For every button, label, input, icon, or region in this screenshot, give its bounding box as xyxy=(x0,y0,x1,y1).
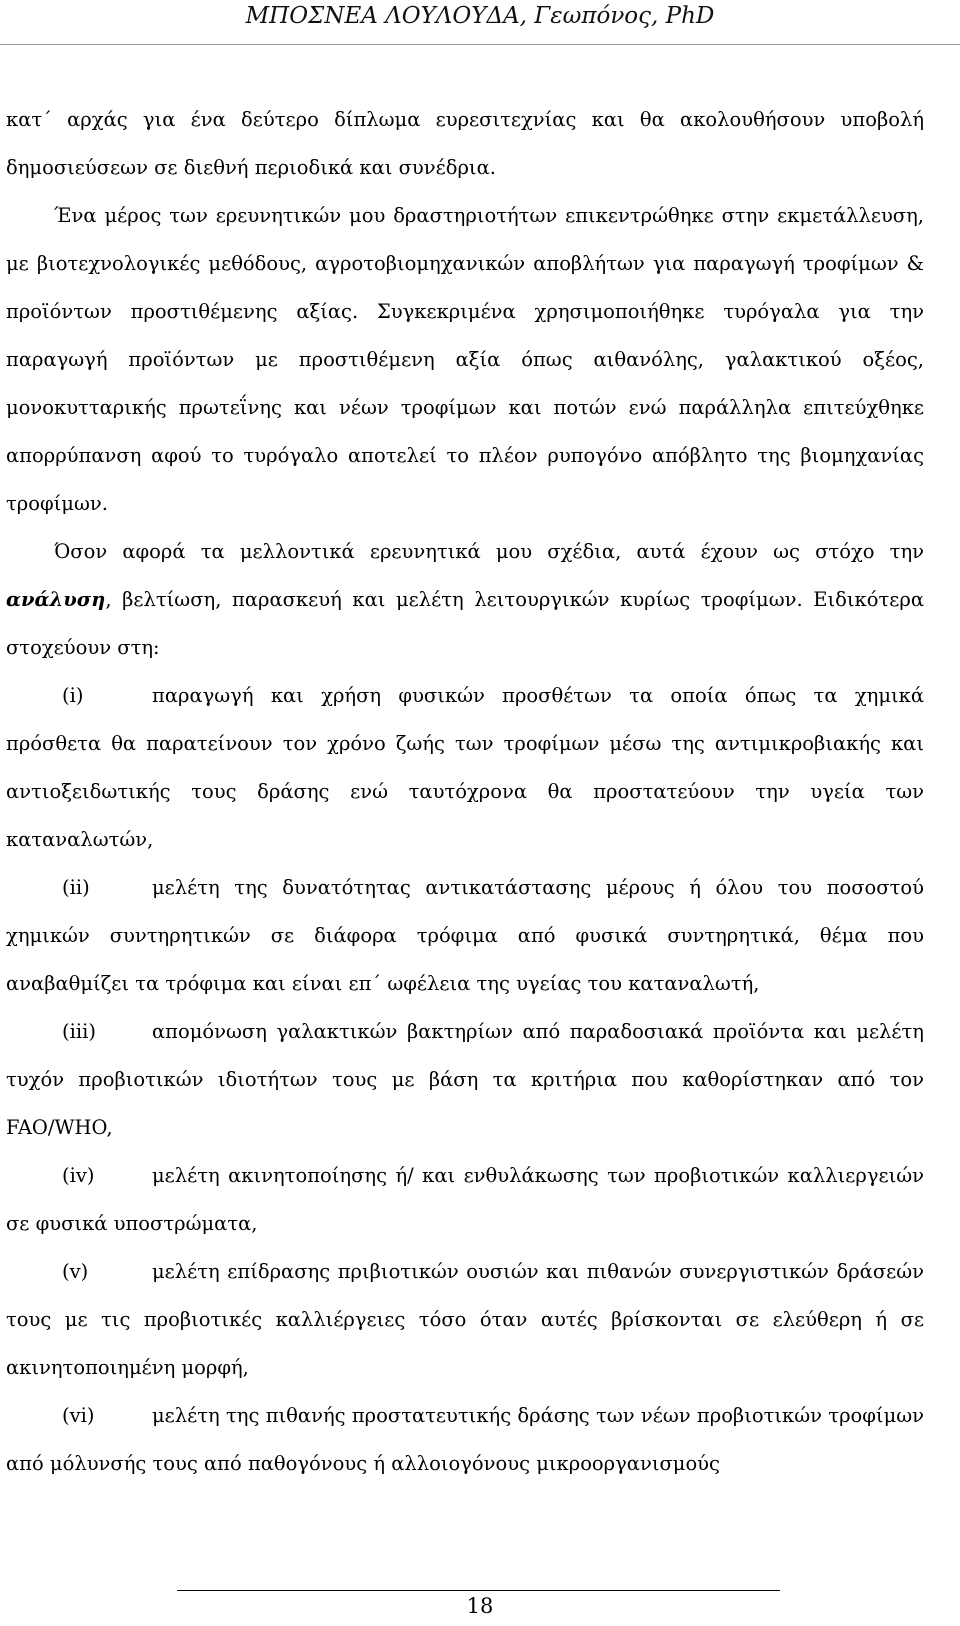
list-item-text: μελέτη επίδρασης πριβιοτικών ουσιών και πιθανών συνεργιστικών δράσεών τους με τις προβιοτικές καλλιέργειες τόσο όταν αυτές βρίσκονται σε ελεύθερη ή σε ακινητοποιημένη μορφή, xyxy=(6,1260,924,1379)
future-plans-text-start: Όσον αφορά τα μελλοντικά ερευνητικά μου σχέδια, αυτά έχουν ως στόχο την xyxy=(54,540,924,563)
paragraph-continuation: κατ΄ αρχάς για ένα δεύτερο δίπλωμα ευρεσιτεχνίας και θα ακολουθήσουν υποβολή δημοσιεύσεων σε διεθνή περιοδικά και συνέδρια. xyxy=(6,108,924,179)
emphasis-analysis: ανάλυση xyxy=(6,588,106,611)
running-header: ΜΠΟΣΝΕΑ ΛΟΥΛΟΥΔΑ, Γεωπόνος, PhD xyxy=(245,3,715,29)
header-rule xyxy=(0,44,960,45)
list-item-number: (ii) xyxy=(62,876,90,899)
list-item-number: (v) xyxy=(62,1260,89,1283)
list-item xyxy=(6,1392,924,1488)
list-item-text: παραγωγή και χρήση φυσικών προσθέτων τα οποία όπως τα χημικά πρόσθετα θα παρατείνουν τον χρόνο ζωής των τροφίμων μέσω της αντιμικροβιακής και αντιοξειδωτικής τους δράσης ενώ ταυτόχρονα θα προστατεύουν την υγεία των καταναλωτών, xyxy=(6,684,924,851)
list-item xyxy=(6,1008,924,1152)
list-item-text: μελέτη ακινητοποίησης ή/ και ενθυλάκωσης των προβιοτικών καλλιεργειών σε φυσικά υποστρώματα, xyxy=(6,1164,924,1235)
paragraph-future-plans xyxy=(6,528,924,672)
paragraph-research: Ένα μέρος των ερευνητικών μου δραστηριοτήτων επικεντρώθηκε στην εκμετάλλευση, με βιοτεχνολογικές μεθόδους, αγροτοβιομηχανικών αποβλήτων για παραγωγή τροφίμων & προϊόντων προστιθέμενης αξίας. Συγκεκριμένα χρησιμοποιήθηκε τυρόγαλα για την παραγωγή προϊόντων με προστιθέμενη αξία όπως αιθανόλης, γαλακτικού οξέος, μονοκυτταρικής πρωτεΐνης και νέων τροφίμων και ποτών ενώ παράλληλα επιτεύχθηκε απορρύπανση αφού το τυρόγαλο αποτελεί το πλέον ρυπογόνο απόβλητο της βιομηχανίας τροφίμων. xyxy=(6,204,924,515)
list-item-number: (i) xyxy=(62,684,84,707)
list-item xyxy=(6,672,924,864)
list-item-number: (vi) xyxy=(62,1404,95,1427)
list-item-text: μελέτη της δυνατότητας αντικατάστασης μέρους ή όλου του ποσοστού χημικών συντηρητικών σε διάφορα τρόφιμα από φυσικά συντηρητικά, θέμα που αναβαθμίζει τα τρόφιμα και είναι επ΄ ωφέλεια της υγείας του καταναλωτή, xyxy=(6,876,924,995)
list-item xyxy=(6,1248,924,1392)
future-plans-text-end: , βελτίωση, παρασκευή και μελέτη λειτουργικών κυρίως τροφίμων. Ειδικότερα στοχεύουν στη: xyxy=(6,588,924,659)
list-item-text: μελέτη της πιθανής προστατευτικής δράσης των νέων προβιοτικών τροφίμων από μόλυνσής τους από παθογόνους ή αλλοιογόνους μικροοργανισμούς xyxy=(6,1404,924,1475)
footer-rule xyxy=(177,1590,780,1591)
list-item-number: (iv) xyxy=(62,1164,95,1187)
document-body xyxy=(6,96,924,1488)
page-number: 18 xyxy=(466,1594,494,1618)
list-item xyxy=(6,1152,924,1248)
list-item xyxy=(6,864,924,1008)
list-item-number: (iii) xyxy=(62,1020,96,1043)
list-item-text: απομόνωση γαλακτικών βακτηρίων από παραδοσιακά προϊόντα και μελέτη τυχόν προβιοτικών ιδιοτήτων τους με βάση τα κριτήρια που καθορίστηκαν από τον FAO/WHO, xyxy=(6,1020,924,1139)
